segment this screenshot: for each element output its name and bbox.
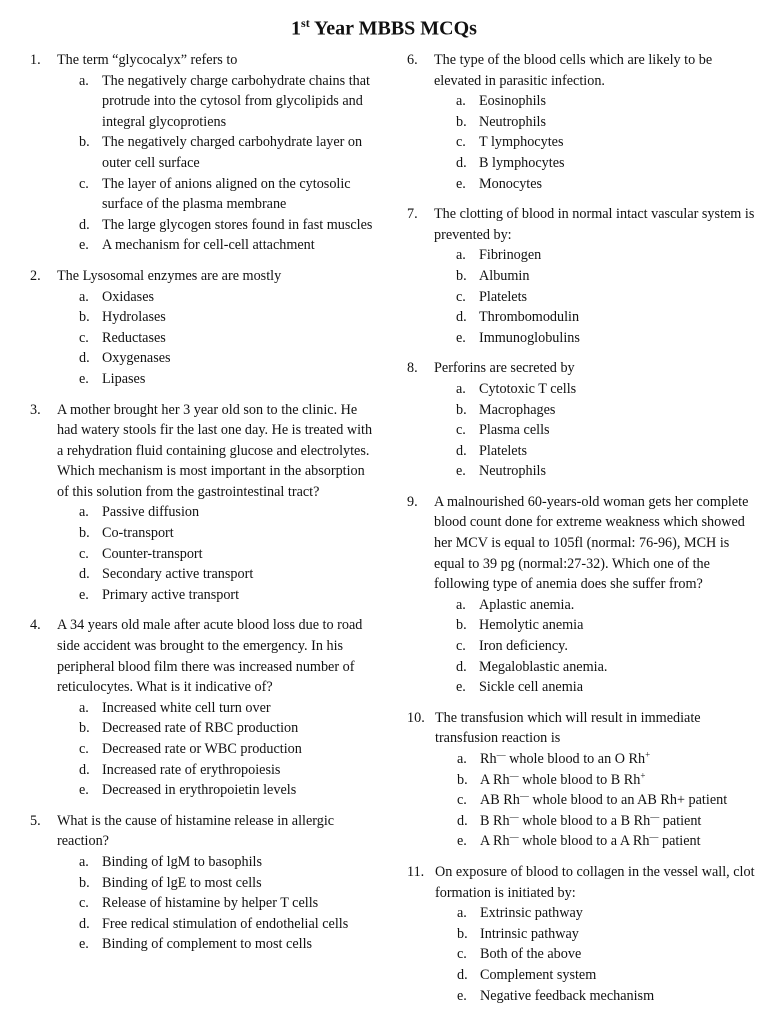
answer-option xyxy=(435,811,757,832)
option-text: B lymphocytes xyxy=(479,154,565,171)
answer-option xyxy=(435,924,757,945)
option-letter: a. xyxy=(457,905,467,922)
answer-option xyxy=(57,739,375,760)
answer-option xyxy=(57,914,375,935)
answer-option xyxy=(434,441,757,462)
answer-option xyxy=(434,91,757,112)
option-text-part: whole blood to B Rh xyxy=(518,771,641,788)
answer-option xyxy=(57,760,375,781)
answer-option xyxy=(57,174,375,215)
option-text: Iron deficiency. xyxy=(479,638,568,655)
answer-option xyxy=(434,307,757,328)
option-letter: a. xyxy=(79,699,89,716)
option-letter: c. xyxy=(79,175,89,192)
answer-option xyxy=(435,944,757,965)
option-superscript: — xyxy=(509,831,519,842)
option-text: Macrophages xyxy=(479,401,556,418)
option-letter: a. xyxy=(456,93,466,110)
option-letter: b. xyxy=(79,525,90,542)
option-letter: e. xyxy=(456,175,466,192)
question-item xyxy=(407,50,757,194)
answer-option xyxy=(57,287,375,308)
option-text: Increased rate of erythropoiesis xyxy=(102,761,281,778)
answer-option xyxy=(57,585,375,606)
question-item xyxy=(30,400,375,606)
answer-option xyxy=(57,307,375,328)
option-letter: e. xyxy=(456,463,466,480)
option-text: Both of the above xyxy=(480,946,582,963)
option-text: Hemolytic anemia xyxy=(479,617,584,634)
option-list xyxy=(57,852,375,955)
question-item xyxy=(407,492,757,698)
option-list xyxy=(57,502,375,605)
question-stem: A mother brought her 3 year old son to the clinic. He had watery stools fir the last one day. He is treated with a rehydration fluid containing glucose and electrolytes. Which mechanism is most important in the absorption of this solution from the gastrointestinal tract? xyxy=(57,401,373,500)
option-letter: d. xyxy=(456,442,467,459)
answer-option xyxy=(434,245,757,266)
option-text: Binding of complement to most cells xyxy=(102,936,313,953)
question-number: 8. xyxy=(407,360,418,377)
answer-option xyxy=(434,112,757,133)
option-letter: d. xyxy=(79,350,90,367)
option-letter: a. xyxy=(79,72,89,89)
option-superscript: — xyxy=(519,790,529,801)
option-list xyxy=(57,698,375,801)
option-letter: e. xyxy=(456,679,466,696)
option-letter: c. xyxy=(457,792,467,809)
option-letter: b. xyxy=(457,771,468,788)
option-text: Sickle cell anemia xyxy=(479,679,583,696)
option-text: The negatively charged carbohydrate layer on outer cell surface xyxy=(102,134,363,171)
answer-option xyxy=(434,420,757,441)
option-letter: d. xyxy=(79,566,90,583)
option-text: Platelets xyxy=(479,442,528,459)
option-letter: d. xyxy=(79,761,90,778)
option-letter: e. xyxy=(79,586,89,603)
answer-option xyxy=(434,132,757,153)
option-text: Albumin xyxy=(479,267,530,284)
option-letter: a. xyxy=(79,853,89,870)
answer-option xyxy=(434,657,757,678)
option-text-part: B Rh xyxy=(480,812,510,829)
option-text: Eosinophils xyxy=(479,93,547,110)
option-text-part: AB Rh xyxy=(480,792,520,809)
option-text-part: patient xyxy=(658,833,701,850)
option-list xyxy=(57,71,375,256)
question-stem: The term “glycocalyx” refers to xyxy=(57,52,238,68)
option-letter: e. xyxy=(79,370,89,387)
question-item xyxy=(30,811,375,955)
option-letter: d. xyxy=(456,658,467,675)
option-letter: e. xyxy=(79,782,89,799)
answer-option xyxy=(57,893,375,914)
option-text: The large glycogen stores found in fast muscles xyxy=(102,216,373,233)
page-title: 1st Year MBBS MCQs xyxy=(291,16,477,40)
option-text-part: A Rh xyxy=(480,771,510,788)
option-text: Binding of lgE to most cells xyxy=(102,874,262,891)
option-letter: e. xyxy=(456,329,466,346)
answer-option xyxy=(57,934,375,955)
answer-option xyxy=(57,348,375,369)
option-letter: a. xyxy=(79,288,89,305)
question-stem: The clotting of blood in normal intact vascular system is prevented by: xyxy=(434,206,755,243)
option-superscript: — xyxy=(509,811,519,822)
option-text: Lipases xyxy=(102,370,146,387)
option-superscript: + xyxy=(645,749,651,760)
option-letter: c. xyxy=(457,946,467,963)
option-letter: d. xyxy=(456,309,467,326)
option-letter: d. xyxy=(79,216,90,233)
option-text: Immunoglobulins xyxy=(479,329,580,346)
option-list xyxy=(434,379,757,482)
option-letter: d. xyxy=(457,812,468,829)
question-number: 2. xyxy=(30,267,41,284)
option-text: Oxygenases xyxy=(102,350,171,367)
question-number: 6. xyxy=(407,52,418,68)
answer-option xyxy=(57,852,375,873)
question-number: 9. xyxy=(407,493,418,510)
option-superscript: + xyxy=(640,769,646,780)
option-letter: a. xyxy=(456,596,466,613)
question-stem: On exposure of blood to collagen in the vessel wall, clot formation is initiated by: xyxy=(435,863,755,901)
question-stem: A malnourished 60-years-old woman gets her complete blood count done for extreme weakness which showed her MCV is equal to 105fl (normal: 76-96), MCH is equal to 39 pg (normal:27-32). Which one of the following type of anemia does she suffer from? xyxy=(434,493,749,593)
option-letter: c. xyxy=(79,741,89,757)
answer-option xyxy=(57,780,375,801)
answer-option xyxy=(434,328,757,349)
answer-option xyxy=(57,523,375,544)
option-list xyxy=(434,245,757,348)
question-item xyxy=(30,266,375,390)
option-text: Decreased rate of RBC production xyxy=(102,720,299,737)
option-letter: e. xyxy=(457,833,467,850)
question-number: 4. xyxy=(30,617,41,634)
option-text: Neutrophils xyxy=(479,463,546,480)
option-text: Thrombomodulin xyxy=(479,309,580,326)
answer-option xyxy=(57,235,375,256)
question-item xyxy=(30,50,375,256)
answer-option xyxy=(57,369,375,390)
answer-option xyxy=(434,595,757,616)
option-list xyxy=(435,749,757,852)
question-number: 3. xyxy=(30,401,41,418)
option-list xyxy=(434,91,757,194)
answer-option xyxy=(434,636,757,657)
answer-option xyxy=(435,965,757,986)
option-letter: c. xyxy=(456,638,466,655)
option-text: The layer of anions aligned on the cytosolic surface of the plasma membrane xyxy=(102,175,351,213)
option-letter: e. xyxy=(79,936,89,953)
option-text-part: patient xyxy=(659,812,702,829)
answer-option xyxy=(434,379,757,400)
option-letter: c. xyxy=(456,134,466,151)
answer-option xyxy=(57,502,375,523)
question-number: 7. xyxy=(407,206,418,223)
answer-option xyxy=(434,400,757,421)
option-text: Decreased in erythropoietin levels xyxy=(102,782,297,799)
option-letter: d. xyxy=(456,154,467,171)
option-text: Counter-transport xyxy=(102,545,203,562)
question-stem: Perforins are secreted by xyxy=(434,360,575,377)
option-letter: b. xyxy=(456,401,467,418)
option-text-part: whole blood to an AB Rh+ patient xyxy=(528,792,728,809)
option-letter: b. xyxy=(456,267,467,284)
answer-option xyxy=(434,677,757,698)
option-superscript: — xyxy=(509,769,519,780)
option-text-part: Rh xyxy=(480,751,497,767)
answer-option xyxy=(435,903,757,924)
option-letter: a. xyxy=(457,751,467,767)
option-superscript: — xyxy=(649,831,659,842)
answer-option xyxy=(435,749,757,770)
option-letter: a. xyxy=(456,380,466,397)
option-letter: a. xyxy=(456,247,466,264)
answer-option xyxy=(57,698,375,719)
right-column xyxy=(407,50,757,1016)
option-letter: b. xyxy=(457,925,468,942)
option-letter: b. xyxy=(79,134,90,151)
answer-option xyxy=(434,266,757,287)
option-letter: e. xyxy=(79,237,89,254)
answer-option xyxy=(57,718,375,739)
option-letter: c. xyxy=(456,422,466,439)
option-superscript: — xyxy=(496,749,506,760)
option-text: Hydrolases xyxy=(102,309,166,326)
option-text: Oxidases xyxy=(102,288,155,305)
option-list xyxy=(57,287,375,390)
question-stem: The Lysosomal enzymes are are mostly xyxy=(57,267,282,284)
left-column xyxy=(30,50,375,965)
question-stem: The transfusion which will result in immediate transfusion reaction is xyxy=(435,709,701,747)
answer-option xyxy=(434,174,757,195)
option-letter: c. xyxy=(79,895,89,912)
option-text: A mechanism for cell-cell attachment xyxy=(102,237,315,254)
question-item xyxy=(30,615,375,800)
answer-option xyxy=(57,544,375,565)
question-stem: The type of the blood cells which are likely to be elevated in parasitic infection. xyxy=(434,52,713,89)
option-text: Release of histamine by helper T cells xyxy=(102,895,319,912)
answer-option xyxy=(434,153,757,174)
option-text: Decreased rate or WBC production xyxy=(102,741,302,757)
option-text: Passive diffusion xyxy=(102,504,200,521)
question-stem: A 34 years old male after acute blood loss due to road side accident was brought to the emergency. In his peripheral blood film there was increased number of reticulocytes. What is it indicative of? xyxy=(57,617,363,696)
option-text: Free redical stimulation of endothelial cells xyxy=(102,915,349,932)
answer-option xyxy=(435,770,757,791)
answer-option xyxy=(57,132,375,173)
option-letter: d. xyxy=(79,915,90,932)
option-text: Secondary active transport xyxy=(102,566,254,583)
option-text-part: whole blood to a B Rh xyxy=(518,812,651,829)
answer-option xyxy=(57,71,375,133)
option-text: Increased white cell turn over xyxy=(102,699,271,716)
option-text: Negative feedback mechanism xyxy=(480,987,655,1004)
answer-option xyxy=(57,564,375,585)
option-text: Extrinsic pathway xyxy=(480,905,583,922)
option-text: Intrinsic pathway xyxy=(480,925,579,942)
option-text: Monocytes xyxy=(479,175,543,192)
option-text: Neutrophils xyxy=(479,113,546,130)
option-letter: b. xyxy=(79,720,90,737)
option-list xyxy=(434,595,757,698)
option-superscript: — xyxy=(650,811,660,822)
option-letter: e. xyxy=(457,987,467,1004)
option-letter: b. xyxy=(79,874,90,891)
answer-option xyxy=(435,790,757,811)
option-letter: c. xyxy=(79,329,89,346)
option-letter: c. xyxy=(456,288,466,305)
option-letter: d. xyxy=(457,966,468,983)
option-text: Co-transport xyxy=(102,525,174,542)
option-text: Fibrinogen xyxy=(479,247,542,264)
answer-option xyxy=(434,461,757,482)
option-letter: c. xyxy=(79,545,89,562)
answer-option xyxy=(57,873,375,894)
option-text: Megaloblastic anemia. xyxy=(479,658,608,675)
answer-option xyxy=(435,831,757,852)
option-text: Aplastic anemia. xyxy=(479,596,575,613)
option-text: Complement system xyxy=(480,966,597,983)
answer-option xyxy=(434,615,757,636)
answer-option xyxy=(57,328,375,349)
answer-option xyxy=(435,986,757,1007)
option-text: T lymphocytes xyxy=(479,134,564,151)
question-item xyxy=(407,862,757,1006)
option-list xyxy=(435,903,757,1006)
question-item xyxy=(407,358,757,482)
option-letter: b. xyxy=(79,309,90,326)
question-number: 1. xyxy=(30,52,41,68)
question-number: 11. xyxy=(407,863,425,880)
option-text: Platelets xyxy=(479,288,528,305)
answer-option xyxy=(57,215,375,236)
question-item xyxy=(407,708,757,852)
option-letter: b. xyxy=(456,113,467,130)
question-number: 10. xyxy=(407,709,425,726)
option-letter: b. xyxy=(456,617,467,634)
option-text-part: whole blood to an O Rh xyxy=(505,751,646,767)
option-text: Binding of lgM to basophils xyxy=(102,853,263,870)
question-number: 5. xyxy=(30,812,41,829)
option-text: Reductases xyxy=(102,329,166,346)
answer-option xyxy=(434,287,757,308)
option-text-part: whole blood to a A Rh xyxy=(518,833,650,850)
option-text-part: A Rh xyxy=(480,833,510,850)
question-stem: What is the cause of histamine release in allergic reaction? xyxy=(57,812,335,850)
option-text: Plasma cells xyxy=(479,422,550,439)
option-letter: a. xyxy=(79,504,89,521)
option-text: Cytotoxic T cells xyxy=(479,380,577,397)
option-text: The negatively charge carbohydrate chains that protrude into the cytosol from glycolipids and integral glycoprotiens xyxy=(102,72,370,130)
question-item xyxy=(407,204,757,348)
option-text: Primary active transport xyxy=(102,586,240,603)
